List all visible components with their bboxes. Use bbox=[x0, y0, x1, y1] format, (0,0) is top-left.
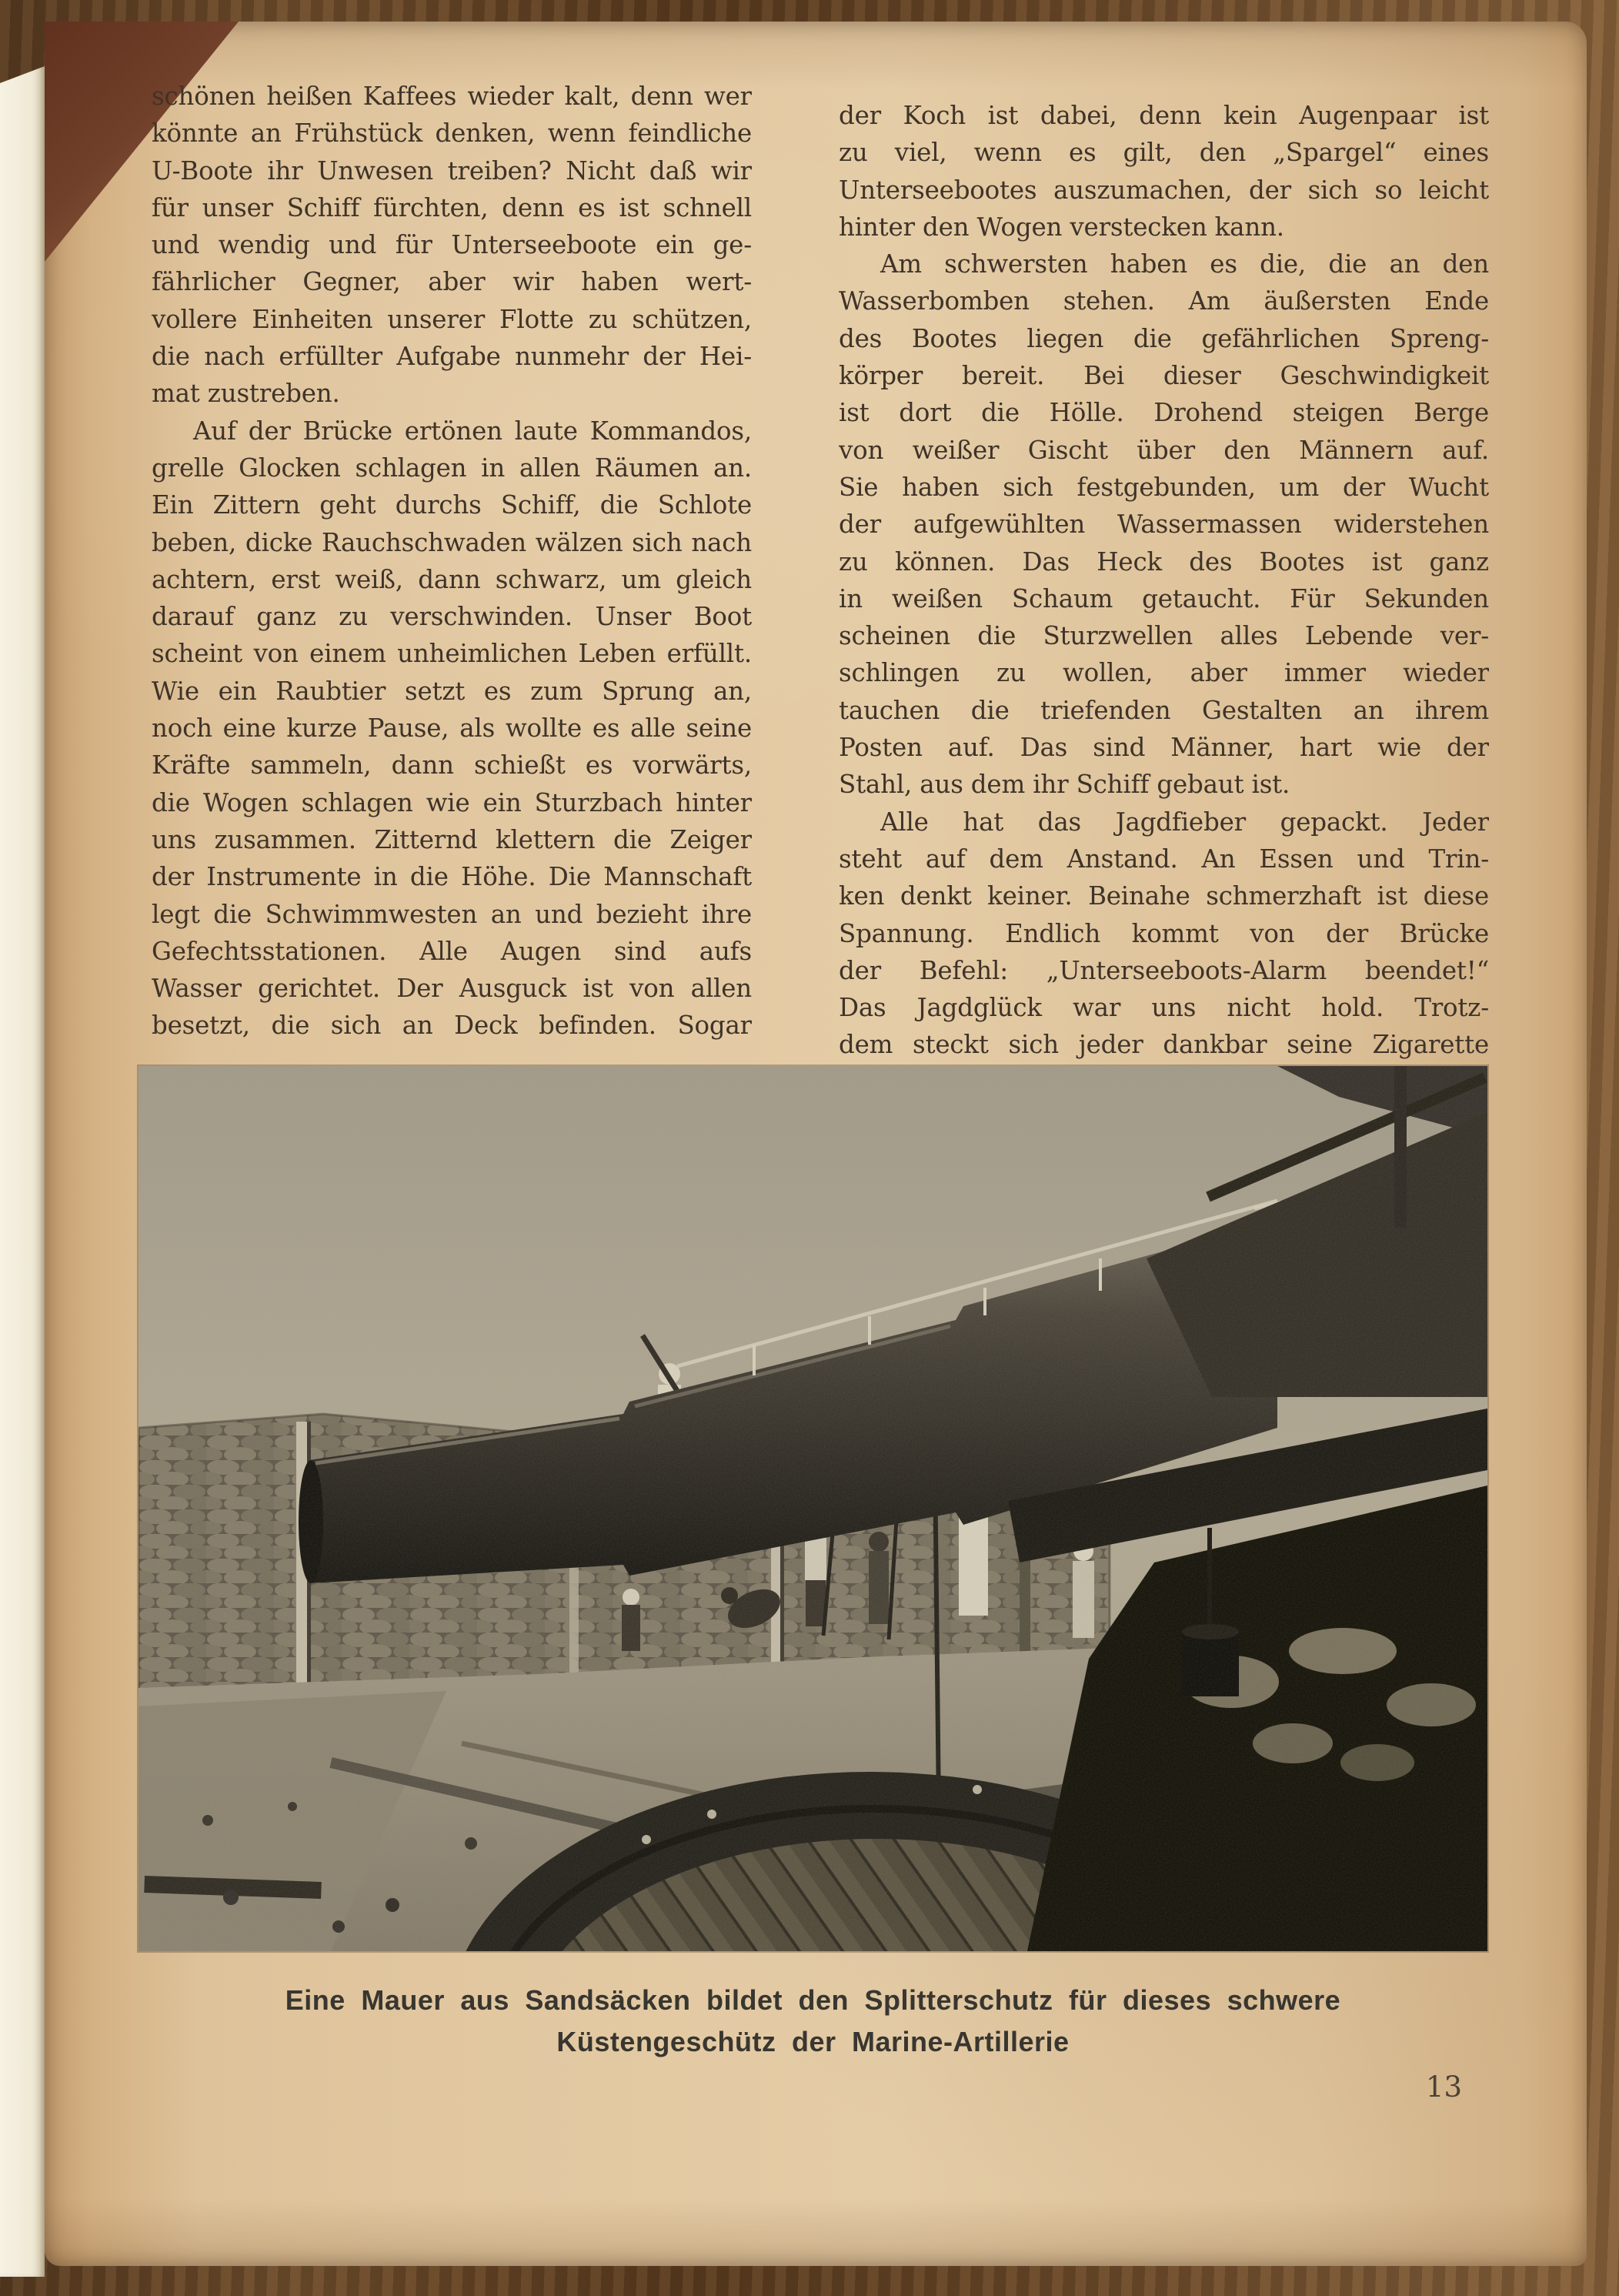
text-line: Das Jagdglück war uns nicht hold. Trotz- bbox=[839, 993, 1489, 1023]
text-line: der Instrumente in die Höhe. Die Mannschaft bbox=[152, 862, 752, 892]
text-line: für unser Schiff fürchten, denn es ist schnell bbox=[152, 192, 752, 222]
text-line: legt die Schwimmwesten an und bezieht ihre bbox=[152, 899, 752, 929]
text-line: achtern, erst weiß, dann schwarz, um gleich bbox=[152, 564, 752, 594]
text-line: schönen heißen Kaffees wieder kalt, denn wer bbox=[152, 82, 752, 111]
text-line: vollere Einheiten unserer Flotte zu schützen, bbox=[152, 304, 752, 334]
text-line: in weißen Schaum getaucht. Für Sekunden bbox=[839, 583, 1489, 613]
photo-caption-line-1: Eine Mauer aus Sandsäcken bildet den Splitterschutz für dieses schwere bbox=[285, 1984, 1341, 2016]
text-line: grelle Glocken schlagen in allen Räumen an. bbox=[152, 453, 752, 483]
text-line: beben, dicke Rauchschwaden wälzen sich nach bbox=[152, 527, 752, 557]
text-line: schlingen zu wollen, aber immer wieder bbox=[839, 658, 1489, 688]
text-line: noch eine kurze Pause, als wollte es alle seine bbox=[152, 714, 752, 744]
book-page bbox=[45, 22, 1587, 2266]
text-line: von weißer Gischt über den Männern auf. bbox=[839, 435, 1489, 465]
text-line: Stahl, aus dem ihr Schiff gebaut ist. bbox=[839, 770, 1290, 800]
text-line: des Bootes liegen die gefährlichen Spreng- bbox=[839, 323, 1489, 353]
text-line: Unterseebootes auszumachen, der sich so leicht bbox=[839, 175, 1489, 205]
text-line: Wie ein Raubtier setzt es zum Sprung an, bbox=[152, 676, 752, 706]
text-line: tauchen die triefenden Gestalten an ihrem bbox=[839, 695, 1489, 725]
text-line: mat zustreben. bbox=[152, 379, 340, 409]
text-line: darauf ganz zu verschwinden. Unser Boot bbox=[152, 602, 752, 632]
text-line: besetzt, die sich an Deck befinden. Sogar bbox=[152, 1011, 752, 1041]
text-line: Spannung. Endlich kommt von der Brücke bbox=[839, 918, 1489, 948]
text-line: Kräfte sammeln, dann schießt es vorwärts, bbox=[152, 750, 752, 780]
text-line: zu viel, wenn es gilt, den „Spargel“ eines bbox=[839, 138, 1489, 168]
artillery-photo bbox=[139, 1066, 1487, 1951]
text-line: Am schwersten haben es die, die an den bbox=[880, 249, 1489, 279]
text-line: steht auf dem Anstand. An Essen und Trin- bbox=[839, 844, 1489, 874]
text-line: der Befehl: „Unterseeboots-Alarm beendet!“ bbox=[839, 955, 1489, 985]
text-line: scheinen die Sturzwellen alles Lebende ver- bbox=[839, 621, 1489, 651]
photo-grain-overlay bbox=[139, 1066, 1487, 1951]
text-line: Wasser gerichtet. Der Ausguck ist von allen bbox=[152, 974, 752, 1004]
text-line: Auf der Brücke ertönen laute Kommandos, bbox=[193, 416, 752, 446]
text-line: U-Boote ihr Unwesen treiben? Nicht daß wir bbox=[152, 155, 752, 185]
text-line: ken denkt keiner. Beinahe schmerzhaft ist diese bbox=[839, 881, 1489, 911]
text-line: der Koch ist dabei, denn kein Augenpaar ist bbox=[839, 101, 1489, 130]
text-line: die Wogen schlagen wie ein Sturzbach hinter bbox=[152, 787, 752, 817]
text-line: hinter den Wogen verstecken kann. bbox=[839, 212, 1284, 242]
text-line: die nach erfüllter Aufgabe nunmehr der Hei- bbox=[152, 342, 752, 372]
text-line: Wasserbomben stehen. Am äußersten Ende bbox=[839, 286, 1489, 316]
text-line: uns zusammen. Zitternd klettern die Zeiger bbox=[152, 824, 752, 854]
page-stack-edge bbox=[0, 66, 45, 2277]
page-number: 13 bbox=[1425, 2070, 1462, 2104]
photo-caption-line-2: Küstengeschütz der Marine-Artillerie bbox=[556, 2026, 1070, 2057]
text-line: Posten auf. Das sind Männer, hart wie der bbox=[839, 733, 1489, 763]
text-line: Alle hat das Jagdfieber gepackt. Jeder bbox=[880, 807, 1489, 837]
photo-caption bbox=[139, 1980, 1487, 2063]
text-line: körper bereit. Bei dieser Geschwindigkeit bbox=[839, 361, 1489, 391]
text-line: scheint von einem unheimlichen Leben erfüllt. bbox=[152, 639, 752, 669]
text-line: dem steckt sich jeder dankbar seine Zigarette bbox=[839, 1030, 1489, 1060]
text-line: zu können. Das Heck des Bootes ist ganz bbox=[839, 546, 1489, 577]
artillery-photo-graphic bbox=[139, 1066, 1487, 1951]
text-line: der aufgewühlten Wassermassen widerstehen bbox=[839, 510, 1489, 540]
text-column-right bbox=[839, 97, 1489, 1064]
text-line: könnte an Frühstück denken, wenn feindliche bbox=[152, 119, 752, 149]
text-line: Ein Zittern geht durchs Schiff, die Schlote bbox=[152, 490, 752, 520]
text-line: ist dort die Hölle. Drohend steigen Berge bbox=[839, 398, 1489, 428]
text-line: und wendig und für Unterseeboote ein ge- bbox=[152, 230, 752, 260]
text-line: Gefechtsstationen. Alle Augen sind aufs bbox=[152, 936, 752, 966]
text-line: Sie haben sich festgebunden, um der Wucht bbox=[839, 472, 1489, 502]
text-column-left bbox=[152, 78, 752, 1044]
text-line: fährlicher Gegner, aber wir haben wert- bbox=[152, 267, 752, 297]
